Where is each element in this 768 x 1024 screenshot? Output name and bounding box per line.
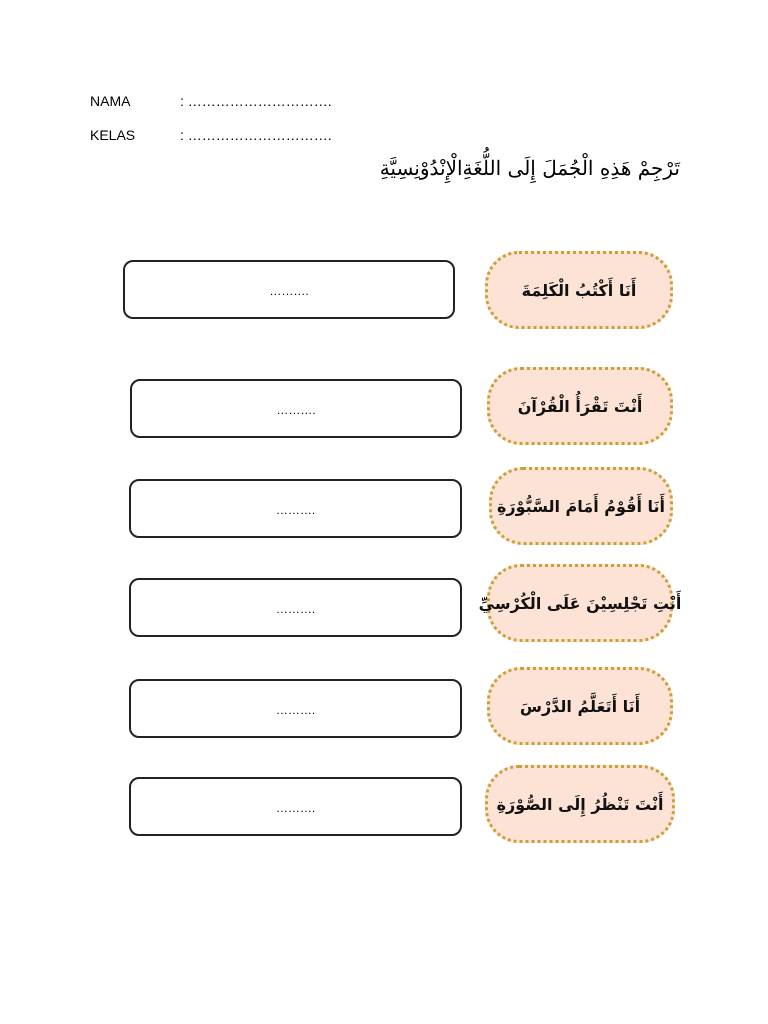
sentence-text: أَنْتَ تَقْرَأُ الْقُرْآنَ: [517, 396, 643, 416]
sentence-pill-6: [485, 765, 675, 843]
answer-box-1[interactable]: [123, 260, 455, 319]
answer-placeholder: ……….: [275, 702, 316, 717]
answer-placeholder: ……….: [276, 402, 316, 417]
name-blank[interactable]: : ………………………….: [180, 93, 332, 109]
sentence-text: أَنَا أَكْتُبُ الْكَلِمَةَ: [521, 280, 637, 300]
answer-box-6[interactable]: [129, 777, 462, 836]
answer-box-2[interactable]: [130, 379, 462, 438]
answer-box-4[interactable]: [129, 578, 462, 637]
sentence-pill-3: [489, 467, 673, 545]
class-blank[interactable]: : ………………………….: [180, 127, 332, 143]
sentence-pill-4: [478, 564, 682, 642]
answer-box-3[interactable]: [129, 479, 462, 538]
sentence-text: أَنْتِ تَجْلِسِيْنَ عَلَى الْكُرْسِيِّ: [478, 593, 682, 613]
instruction-heading: تَرْجِمْ هَذِهِ الْجُمَلَ إِلَى اللُّغَةِالْإِنْدُوْنِسِيَّةِ: [379, 156, 680, 180]
answer-placeholder: ……….: [275, 502, 316, 517]
sentence-text: أَنَا أَتَعَلَّمُ الدَّرْسَ: [519, 696, 641, 716]
class-field: [90, 127, 332, 143]
sentence-pill-2: [487, 367, 673, 445]
sentence-text: أَنَا أَقُوْمُ أَمَامَ السَّبُّوْرَةِ: [496, 496, 666, 516]
sentence-pill-1: [485, 251, 673, 329]
name-field: [90, 93, 332, 109]
answer-placeholder: ……….: [269, 283, 309, 298]
answer-placeholder: ……….: [275, 800, 316, 815]
name-label: NAMA: [90, 93, 131, 109]
answer-box-5[interactable]: [129, 679, 462, 738]
sentence-pill-5: [487, 667, 673, 745]
class-label: KELAS: [90, 127, 136, 143]
sentence-text: أَنْتَ تَنْظُرُ إِلَى الصُّوْرَةِ: [496, 794, 664, 814]
answer-placeholder: ……….: [275, 601, 316, 616]
